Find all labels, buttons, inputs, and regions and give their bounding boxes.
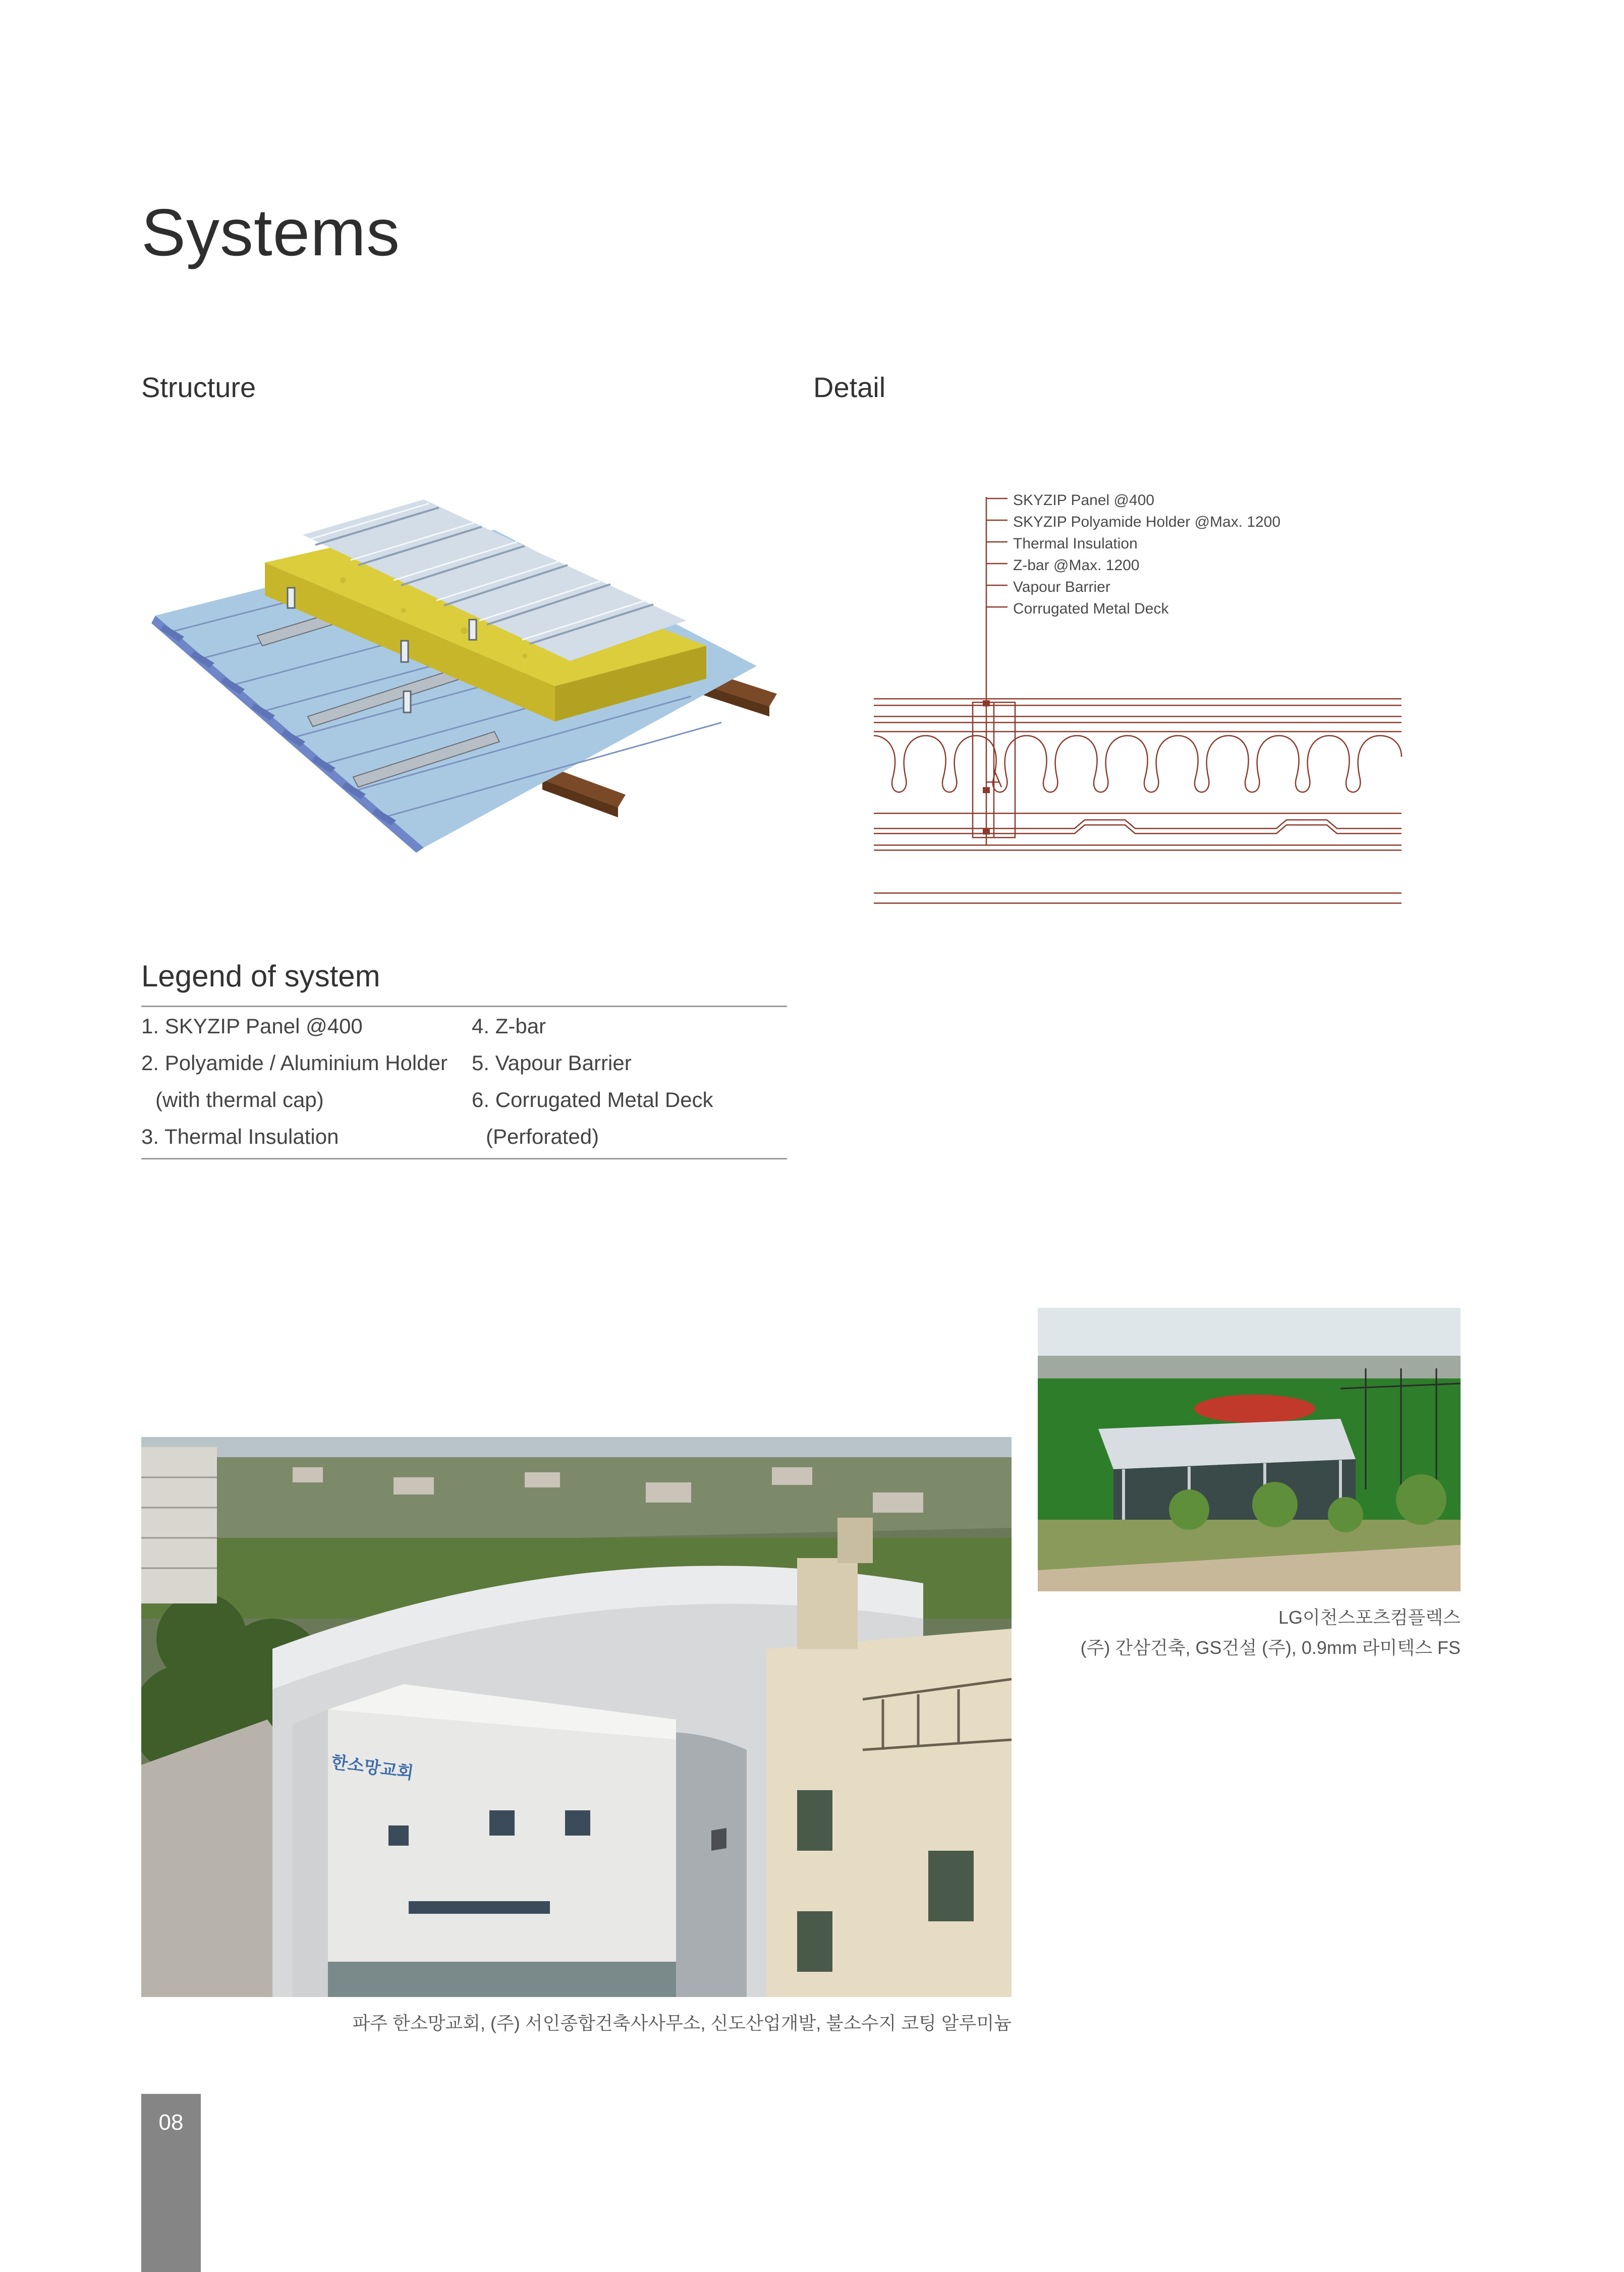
- callout-thermal-insulation: Thermal Insulation: [1013, 535, 1138, 552]
- legend-top-rule: [141, 1006, 787, 1007]
- callout-skyzip-panel: SKYZIP Panel @400: [1013, 492, 1155, 509]
- church-photo: [141, 1437, 1012, 1997]
- sports-photo-caption-line1: LG이천스포츠컴플렉스: [1278, 1607, 1461, 1628]
- legend-item-2-note: (with thermal cap): [155, 1088, 324, 1112]
- page-title: Systems: [141, 195, 401, 269]
- church-sign-text: 한소망교회: [329, 1752, 415, 1784]
- insulation-pattern: [874, 736, 1402, 792]
- legend-item-4: 4. Z-bar: [472, 1014, 546, 1038]
- legend-item-3: 3. Thermal Insulation: [141, 1125, 339, 1148]
- sports-photo-caption-line2: (주) 간삼건축, GS건설 (주), 0.9mm 라미텍스 FS: [1080, 1637, 1461, 1658]
- detail-heading: Detail: [813, 371, 886, 403]
- callout-corrugated-deck: Corrugated Metal Deck: [1013, 600, 1169, 617]
- legend-item-6-note: (Perforated): [486, 1125, 599, 1148]
- legend-bottom-rule: [141, 1158, 787, 1159]
- page-number: 08: [158, 2110, 184, 2135]
- church-photo-caption: 파주 한소망교회, (주) 서인종합건축사사무소, 신도산업개발, 불소수지 코팅 알루미늄: [352, 2013, 1012, 2033]
- detail-section-drawing: [863, 494, 1418, 913]
- legend-item-2: 2. Polyamide / Aluminium Holder: [141, 1051, 447, 1075]
- structure-heading: Structure: [141, 371, 256, 403]
- callout-vapour-barrier: Vapour Barrier: [1013, 579, 1110, 595]
- structure-illustration: [141, 494, 797, 858]
- legend-item-1: 1. SKYZIP Panel @400: [141, 1014, 363, 1038]
- legend-title: Legend of system: [141, 959, 380, 993]
- callout-ticks: [986, 498, 1007, 607]
- legend-item-6: 6. Corrugated Metal Deck: [472, 1088, 713, 1112]
- sports-complex-photo: [1038, 1308, 1461, 1591]
- legend-item-5: 5. Vapour Barrier: [472, 1051, 632, 1075]
- deck-profile: [874, 820, 1402, 828]
- callout-polyamide-holder: SKYZIP Polyamide Holder @Max. 1200: [1013, 514, 1281, 530]
- callout-z-bar: Z-bar @Max. 1200: [1013, 557, 1140, 574]
